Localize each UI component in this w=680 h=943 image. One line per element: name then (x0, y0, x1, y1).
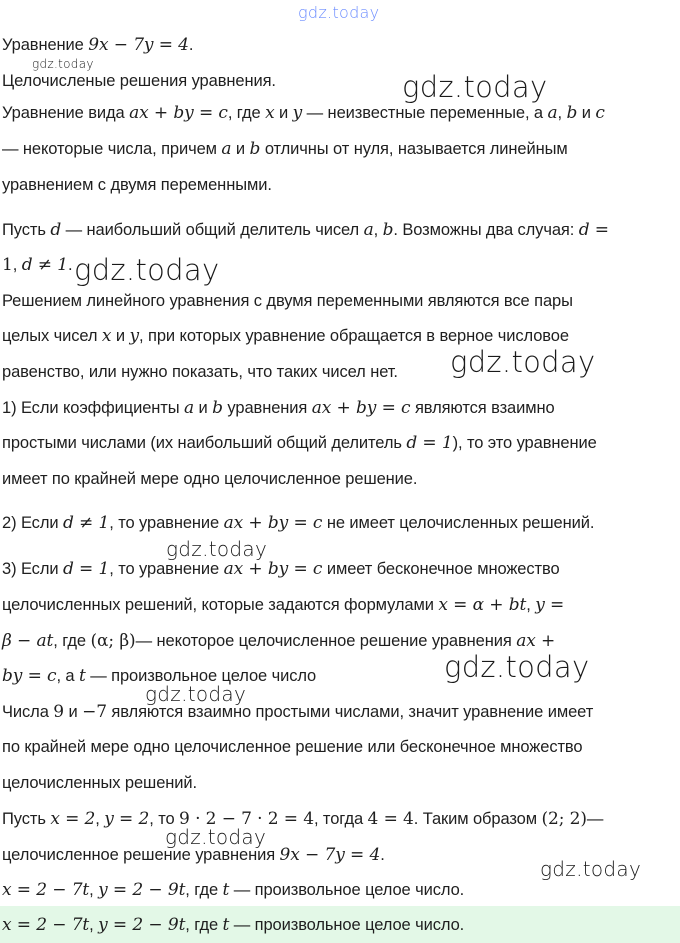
text-line: 3) Если d = 1, то уравнение ax + by = c имеет бесконечное множество (2, 559, 560, 579)
text-line: β − at, где (α; β)— некоторое целочисленное решение уравнения ax + (2, 631, 556, 651)
answer-text: x = 2 − 7t, y = 2 − 9t, где t — произвольное целое число. (2, 915, 465, 935)
text-line: x = 2 − 7t, y = 2 − 9t, где t — произвольное целое число. (2, 880, 465, 900)
watermark-large: gdz.today (74, 253, 220, 287)
text-line: уравнением с двумя переменными. (2, 176, 272, 194)
text-line: Уравнение вида ax + by = c, где x и y — неизвестные переменные, а a, b и c (2, 103, 605, 123)
watermark-small: gdz.today (32, 57, 94, 71)
text-line: 2) Если d ≠ 1, то уравнение ax + by = c не имеет целочисленных решений. (2, 513, 595, 533)
section-title: Целочисленые решения уравнения. (2, 72, 276, 90)
text-line: целых чисел x и y, при которых уравнение обращается в верное числовое (2, 326, 569, 346)
text-line: целочисленное решение уравнения 9x − 7y = 4. (2, 845, 385, 865)
watermark-medium: gdz.today (165, 825, 267, 849)
watermark-large: gdz.today (450, 345, 596, 379)
text-line: целочисленных решений. (2, 774, 198, 792)
watermark-large: gdz.today (444, 650, 590, 684)
text-line: Числа 9 и −7 являются взаимно простыми числами, значит уравнение имеет (2, 702, 594, 722)
answer-box (0, 906, 680, 943)
text-line: по крайней мере одно целочисленное решение или бесконечное множество (2, 738, 583, 756)
text-line: Решением линейного уравнения с двумя переменными являются все пары (2, 292, 573, 310)
watermark-large: gdz.today (402, 70, 548, 104)
text-line: имеет по крайней мере одно целочисленное решение. (2, 470, 418, 488)
equation-heading: Уравнение 9x − 7y = 4. (2, 35, 194, 55)
watermark-medium: gdz.today (166, 537, 268, 561)
text-line: простыми числами (их наибольший общий делитель d = 1), то это уравнение (2, 433, 597, 453)
text-line: 1) Если коэффициенты a и b уравнения ax + by = c являются взаимно (2, 398, 555, 418)
text-line: — некоторые числа, причем a и b отличны от нуля, называется линейным (2, 139, 568, 159)
text-line: целочисленных решений, которые задаются формулами x = α + bt, y = (2, 595, 565, 615)
watermark-medium: gdz.today (145, 682, 247, 706)
text-line: 1, d ≠ 1. (2, 255, 73, 275)
watermark-medium: gdz.today (540, 857, 642, 881)
text-line: by = c, а t — произвольное целое число (2, 666, 317, 686)
text-line: Пусть x = 2, y = 2, то 9 · 2 − 7 · 2 = 4, тогда 4 = 4. Таким образом (2; 2)— (2, 809, 604, 829)
watermark-top: gdz.today (298, 3, 380, 22)
text-line: равенство, или нужно показать, что таких чисел нет. (2, 363, 398, 381)
text-line: Пусть d — наибольший общий делитель чисел a, b. Возможны два случая: d = (2, 220, 609, 240)
